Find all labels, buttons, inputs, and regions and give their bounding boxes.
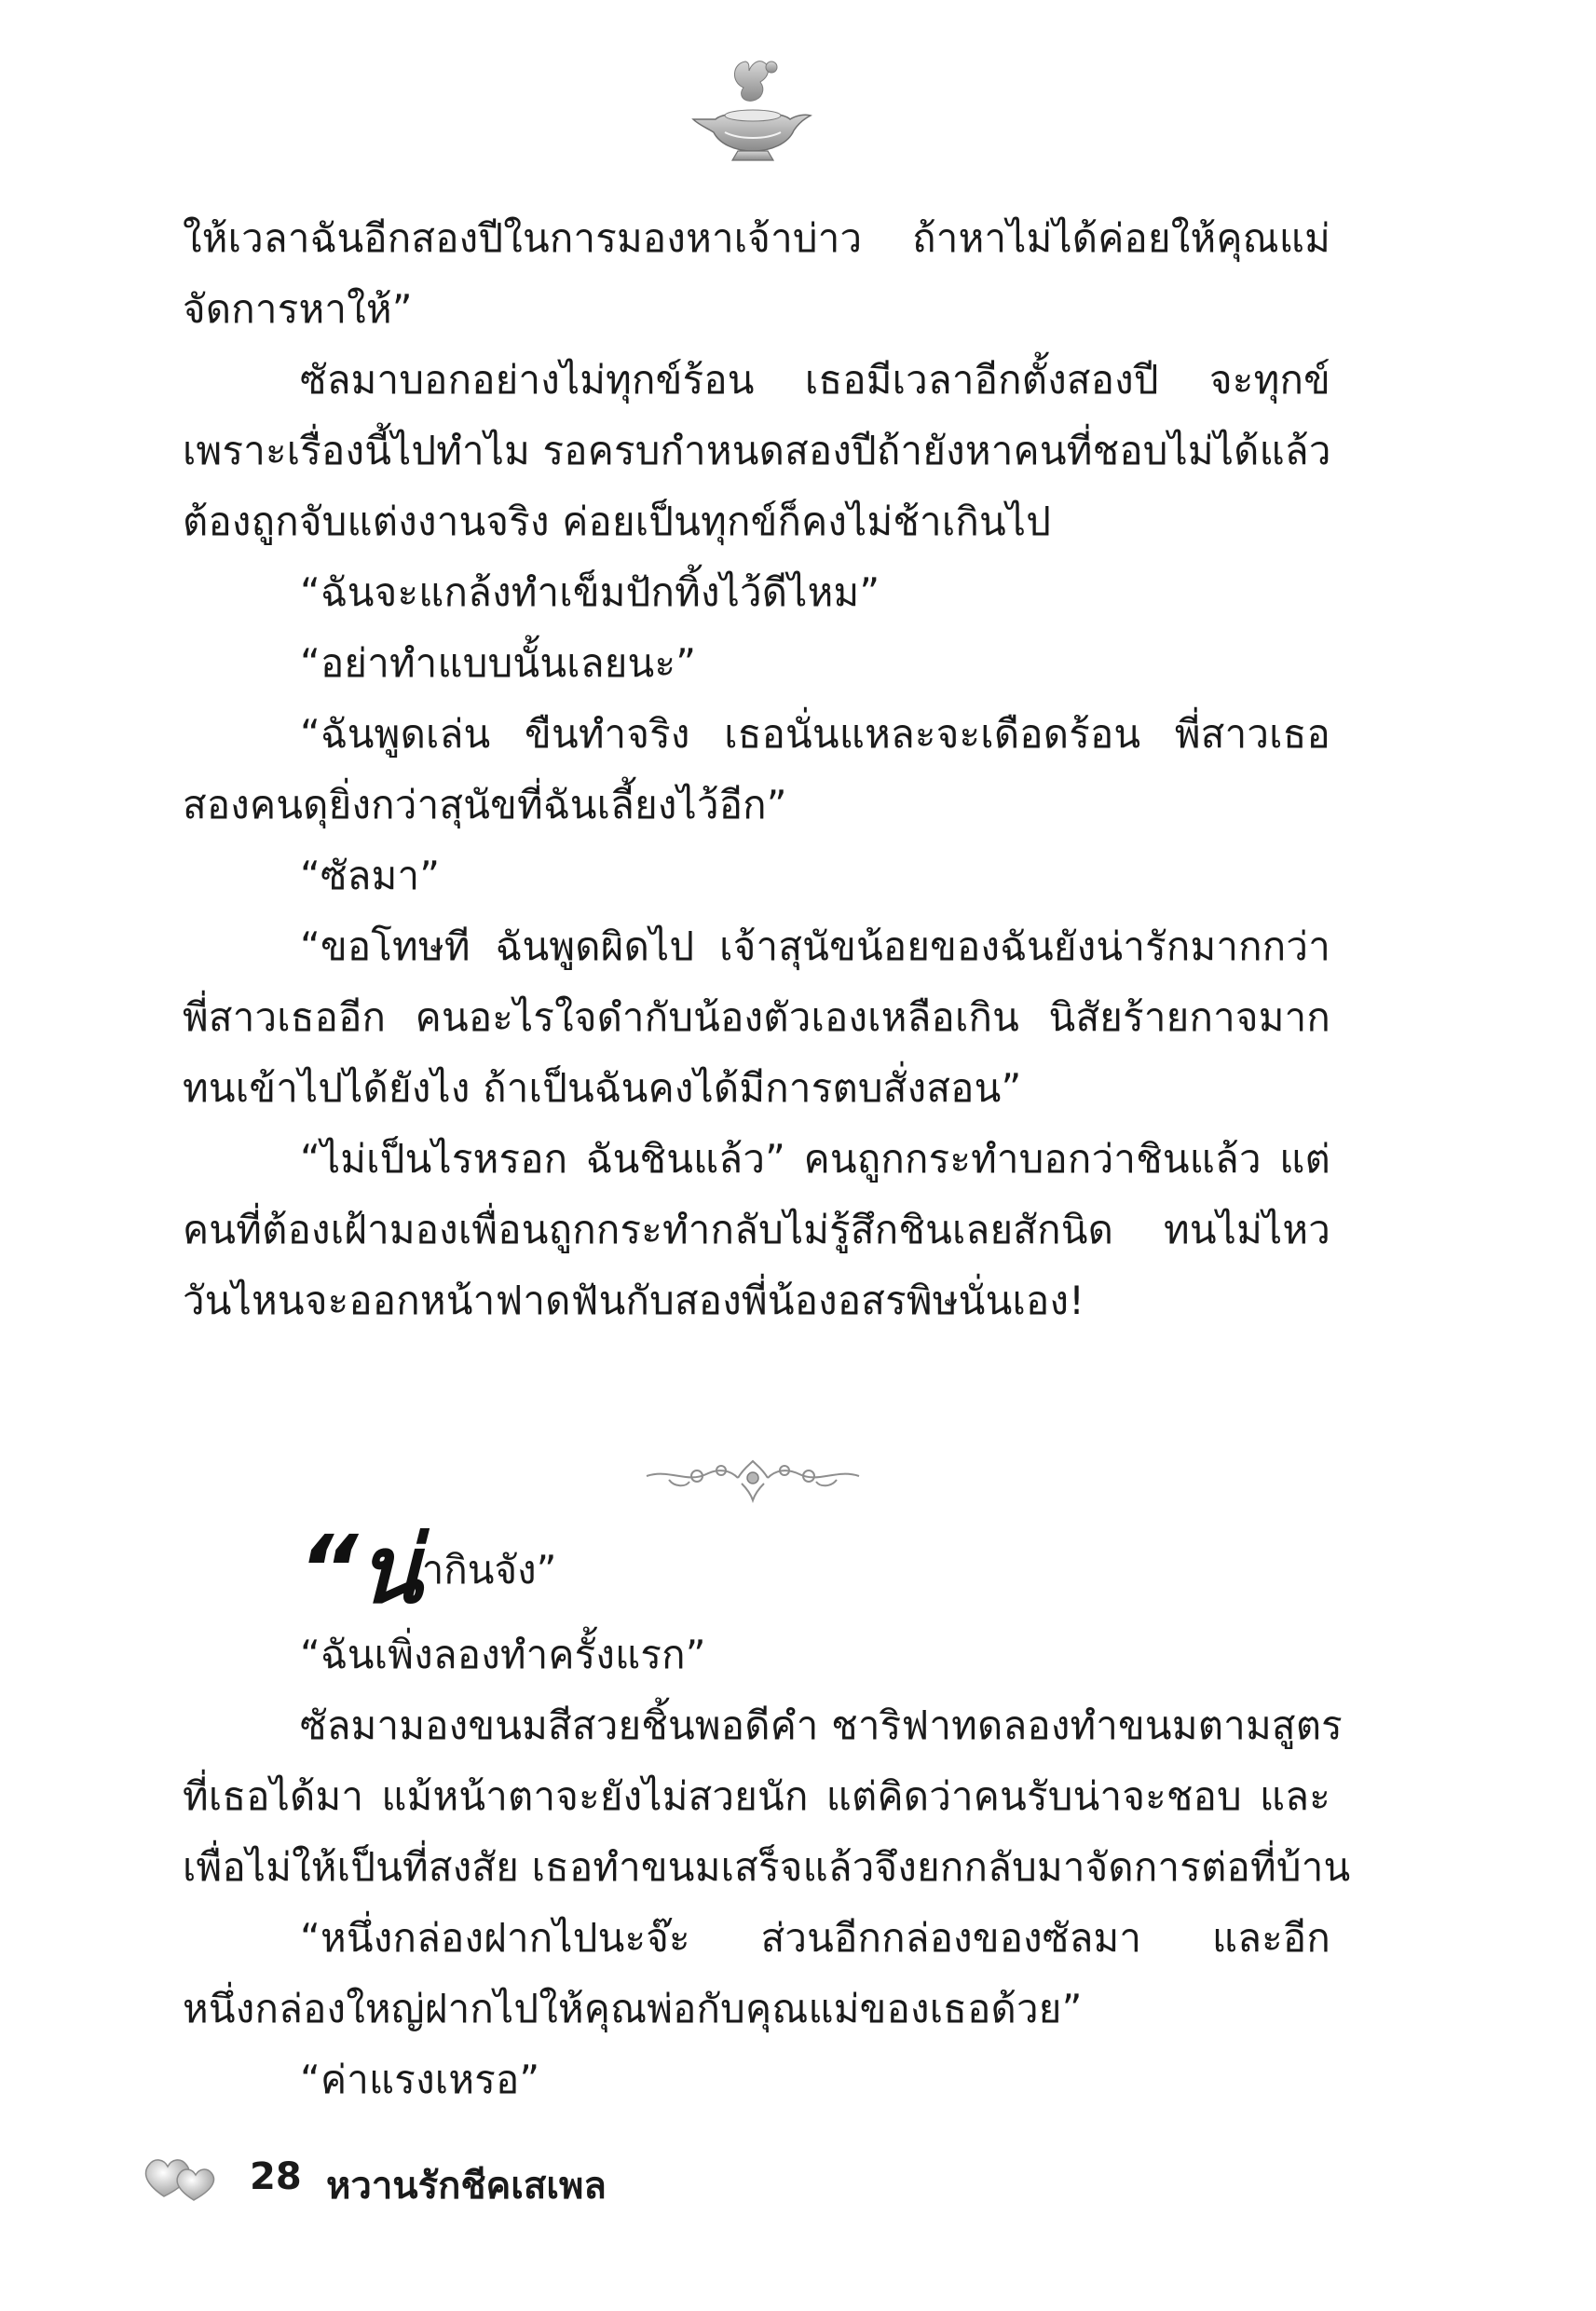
text-line: ทนเข้าไปได้ยังไง ถ้าเป็นฉันคงได้มีการตบสั่งสอน” — [183, 1065, 1022, 1111]
genie-lamp-ornament-icon — [688, 54, 818, 166]
text-line: จัดการหาให้” — [183, 286, 413, 332]
text-line: “ไม่เป็นไรหรอก ฉันชินแล้ว” คนถูกกระทำบอกว่าชินแล้ว แต่ — [300, 1136, 1330, 1182]
text-line: “ฉันเพิ่งลองทำครั้งแรก” — [300, 1632, 706, 1677]
dropcap-rest-text: ากินจัง” — [421, 1547, 557, 1593]
top-text-block — [183, 203, 1330, 1336]
book-title: หวานรักชีคเสเพล — [326, 2165, 607, 2208]
page-number: 28 — [250, 2155, 302, 2198]
text-line: “ฉันจะแกล้งทำเข็มปักทิ้งไว้ดีไหม” — [300, 569, 880, 615]
text-line: วันไหนจะออกหน้าฟาดฟันกับสองพี่น้องอสรพิษนั่นเอง! — [183, 1278, 1085, 1323]
text-line: คนที่ต้องเฝ้ามองเพื่อนถูกกระทำกลับไม่รู้สึกชินเลยสักนิด ทนไม่ไหว — [183, 1207, 1330, 1252]
floral-divider-icon — [641, 1443, 865, 1508]
text-line: เพื่อไม่ให้เป็นที่สงสัย เธอทำขนมเสร็จแล้วจึงยกกลับมาจัดการต่อที่บ้าน — [183, 1844, 1351, 1890]
dropcap-paragraph — [298, 1515, 557, 1624]
text-line: ซัลมาบอกอย่างไม่ทุกข์ร้อน เธอมีเวลาอีกตั้งสองปี จะทุกข์ — [300, 357, 1330, 403]
text-line: เพราะเรื่องนี้ไปทำไม รอครบกำหนดสองปีถ้ายังหาคนที่ชอบไม่ได้แล้ว — [183, 428, 1331, 473]
text-line: ต้องถูกจับแต่งงานจริง ค่อยเป็นทุกข์ก็คงไม่ช้าเกินไป — [183, 499, 1052, 544]
text-line: “ขอโทษที ฉันพูดผิดไป เจ้าสุนัขน้อยของฉันยังน่ารักมากกว่า — [300, 923, 1330, 969]
text-line: ซัลมามองขนมสีสวยชิ้นพอดีคำ ชาริฟาทดลองทำขนมตามสูตร — [300, 1702, 1343, 1748]
page-footer — [140, 2148, 885, 2208]
text-line: ที่เธอได้มา แม้หน้าตาจะยังไม่สวยนัก แต่คิดว่าคนรับน่าจะชอบ และ — [183, 1773, 1330, 1819]
text-line: “ค่าแรงเหรอ” — [300, 2057, 540, 2102]
text-line: พี่สาวเธออีก คนอะไรใจดำกับน้องตัวเองเหลือเกิน นิสัยร้ายกาจมาก — [183, 994, 1330, 1040]
dropcap-letter: “น่ — [298, 1515, 422, 1624]
text-line: “ฉันพูดเล่น ขืนทำจริง เธอนั่นแหละจะเดือดร้อน พี่สาวเธอ — [300, 711, 1330, 757]
hearts-icon — [140, 2148, 224, 2204]
bottom-text-block — [183, 1620, 1351, 2115]
text-line: หนึ่งกล่องใหญ่ฝากไปให้คุณพ่อกับคุณแม่ของเธอด้วย” — [183, 1986, 1083, 2031]
text-line: สองคนดุยิ่งกว่าสุนัขที่ฉันเลี้ยงไว้อีก” — [183, 782, 787, 827]
text-line: “ซัลมา” — [300, 853, 441, 898]
text-line: ให้เวลาฉันอีกสองปีในการมองหาเจ้าบ่าว ถ้าหาไม่ได้ค่อยให้คุณแม่ — [183, 215, 1330, 261]
text-line: “อย่าทำแบบนั้นเลยนะ” — [300, 640, 697, 686]
text-line: “หนึ่งกล่องฝากไปนะจ๊ะ ส่วนอีกกล่องของซัลมา และอีก — [300, 1915, 1330, 1961]
